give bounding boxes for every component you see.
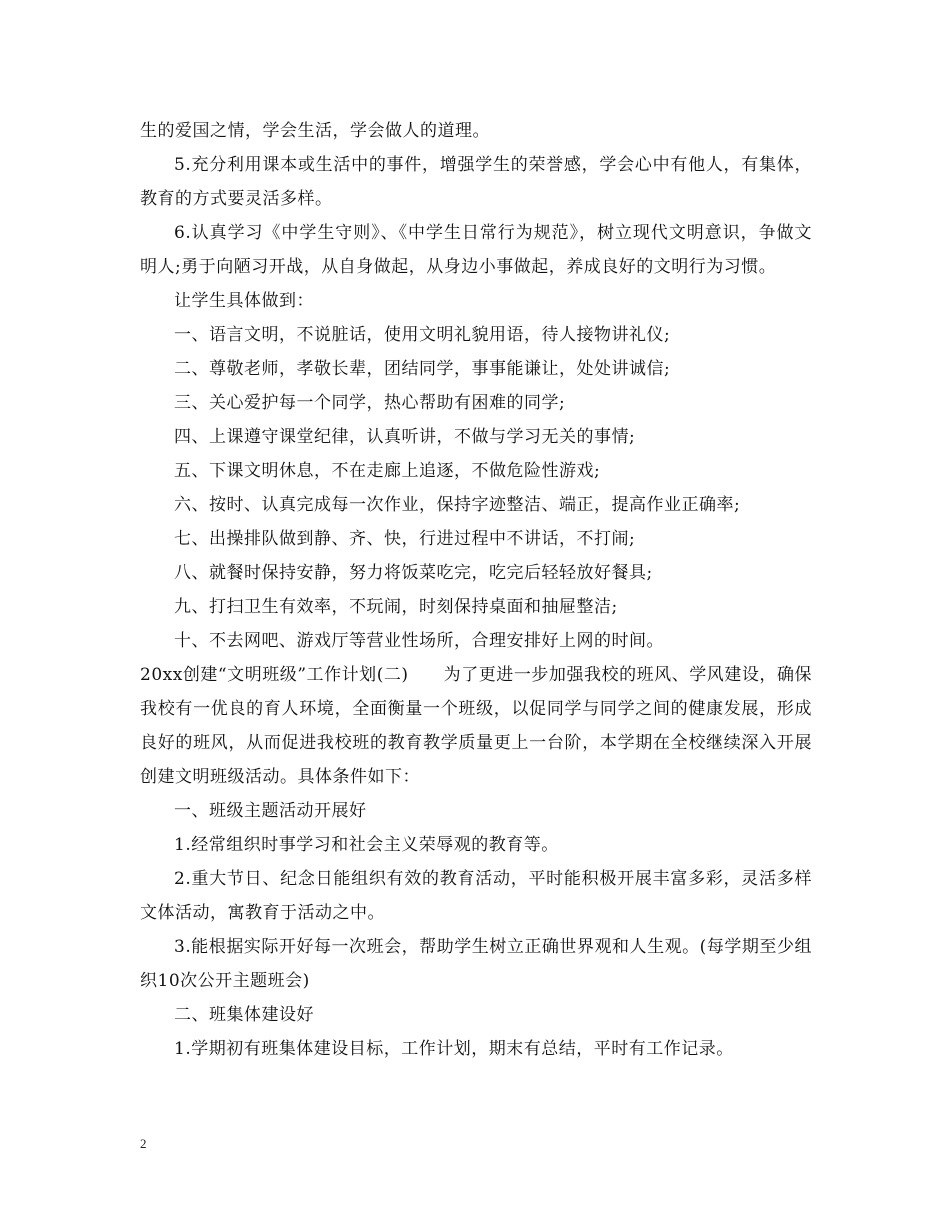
list-item: 二、尊敬老师，孝敬长辈，团结同学，事事能谦让，处处讲诚信; <box>174 359 671 379</box>
section-heading: 二、班集体建设好 <box>174 1005 314 1025</box>
paragraph: 6.认真学习《中学生守则》、《中学生日常行为规范》，树立现代文明意识，争做文明人;勇于向陋习开战，从自身做起，从身边小事做起，养成良好的文明行为习惯。 <box>140 223 812 277</box>
list-item: 五、下课文明休息，不在走廊上追逐，不做危险性游戏; <box>174 461 601 481</box>
list-item: 八、就餐时保持安静，努力将饭菜吃完，吃完后轻轻放好餐具; <box>174 563 653 583</box>
section-heading: 一、班级主题活动开展好 <box>174 801 367 821</box>
paragraph: 2.重大节日、纪念日能组织有效的教育活动，平时能积极开展丰富多彩，灵活多样文体活动，寓教育于活动之中。 <box>140 869 812 923</box>
paragraph: 让学生具体做到： <box>174 291 314 311</box>
paragraph: 3.能根据实际开好每一次班会，帮助学生树立正确世界观和人生观。(每学期至少组织10次公开主题班会) <box>140 937 812 991</box>
page-number: 2 <box>140 1136 147 1151</box>
list-item: 四、上课遵守课堂纪律，认真听讲，不做与学习无关的事情; <box>174 427 636 447</box>
paragraph: 1.经常组织时事学习和社会主义荣辱观的教育等。 <box>174 835 559 855</box>
list-item: 十、不去网吧、游戏厅等营业性场所，合理安排好上网的时间。 <box>174 631 664 651</box>
list-item: 三、关心爱护每一个同学，热心帮助有困难的同学; <box>174 393 566 413</box>
list-item: 一、语言文明，不说脏话，使用文明礼貌用语，待人接物讲礼仪; <box>174 325 671 345</box>
document-body <box>140 114 812 1066</box>
paragraph: 生的爱国之情，学会生活，学会做人的道理。 <box>140 121 490 141</box>
paragraph: 1.学期初有班集体建设目标，工作计划，期末有总结，平时有工作记录。 <box>174 1039 734 1059</box>
section-intro-paragraph: 20xx创建“文明班级”工作计划(二) 为了更进一步加强我校的班风、学风建设，确保我校有一优良的育人环境，全面衡量一个班级，以促同学与同学之间的健康发展，形成良好的班风，从而促进我校班的教育教学质量更上一台阶，本学期在全校继续深入开展创建文明班级活动。具体条件如下： <box>140 665 812 787</box>
list-item: 七、出操排队做到静、齐、快，行进过程中不讲话，不打闹; <box>174 529 636 549</box>
list-item: 九、打扫卫生有效率，不玩闹，时刻保持桌面和抽屉整洁; <box>174 597 618 617</box>
list-item: 六、按时、认真完成每一次作业，保持字迹整洁、端正，提高作业正确率; <box>174 495 741 515</box>
paragraph: 5.充分利用课本或生活中的事件，增强学生的荣誉感，学会心中有他人，有集体，教育的方式要灵活多样。 <box>140 155 812 209</box>
